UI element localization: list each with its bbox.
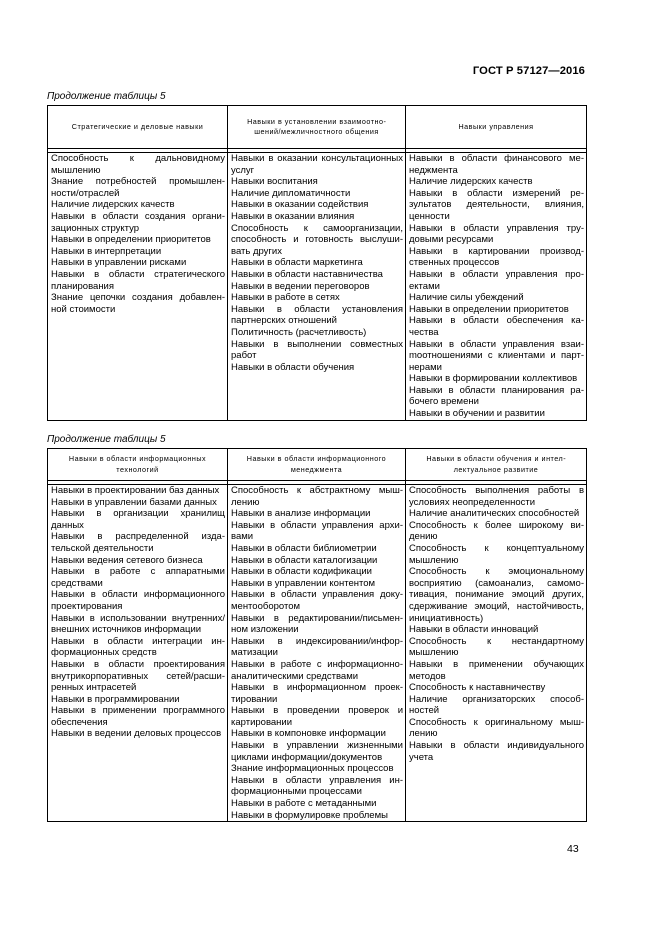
table-body-row xyxy=(48,485,587,822)
skill-item: Навыки в области интеграции информационных средств xyxy=(51,635,225,659)
skill-item: Навыки в области кодификации xyxy=(231,566,372,578)
skill-item: Навыки в интерпретации xyxy=(51,245,162,257)
skill-item: Навыки в формировании коллективов xyxy=(409,373,578,385)
skill-item: Навыки в ведении переговоров xyxy=(231,280,370,292)
skill-item: Навыки в области установления партнерских отношений xyxy=(231,303,403,327)
table-header-row xyxy=(48,106,587,149)
skill-item: Наличие организаторских способностей xyxy=(409,693,584,717)
skill-item: Наличие лидерских качеств xyxy=(51,199,175,211)
skill-item: Навыки в работе с информационно-аналитическими средствами xyxy=(231,658,403,682)
skill-item: Навыки в области создания организационных структур xyxy=(51,210,225,234)
skill-item: Навыки в управлении рисками xyxy=(51,257,187,269)
column-header: Навыки в области обучения и интеллектуальное развитие xyxy=(406,449,587,481)
skill-item: Навыки в работе в сетях xyxy=(231,292,340,304)
skill-item: Способность к наставничеству xyxy=(409,682,546,694)
skill-item: Навыки в области планирования рабочего времени xyxy=(409,384,584,408)
skill-item: Навыки в картировании производственных процессов xyxy=(409,245,584,269)
skill-item: Навыки в определении приоритетов xyxy=(409,303,569,315)
skill-item: Навыки воспитания xyxy=(231,176,318,188)
skill-item: Способность к эмоциональному восприятию (самоанализ, самомотивация, понимание эмоций других, сдерживание эмоций, настойчивость, инициативность) xyxy=(409,566,584,624)
skills-column xyxy=(48,485,228,822)
page-number: 43 xyxy=(567,843,579,855)
skill-item: Навыки в работе с аппаратными средствами xyxy=(51,566,225,589)
skill-item: Навыки в индексировании/информатизации xyxy=(231,635,403,659)
skill-item: Наличие силы убеждений xyxy=(409,292,524,304)
skill-item: Наличие лидерских качеств xyxy=(409,176,533,188)
skill-item: Навыки в анализе информации xyxy=(231,508,371,520)
skill-item: Навыки в проектировании баз данных xyxy=(51,485,220,496)
skill-item: Навыки в области библиометрии xyxy=(231,542,377,554)
table-continuation-label: Продолжение таблицы 5 xyxy=(47,434,166,445)
skill-item: Наличие дипломатичности xyxy=(231,187,351,199)
skill-item: Навыки в распределенной издательской деятельности xyxy=(51,531,225,554)
skill-item: Знание цепочки создания добавленной стоимости xyxy=(51,292,225,315)
skill-item: Навыки в использовании внутренних/внешних источников информации xyxy=(51,612,225,636)
skill-item: Способность к самоорганизации, способность и готовность выслушивать других xyxy=(231,222,403,257)
skill-item: Способность к оригинальному мышлению xyxy=(409,716,584,740)
skill-item: Навыки в применении программного обеспечения xyxy=(51,705,225,728)
skill-item: Навыки в управлении контентом xyxy=(231,577,376,589)
skill-item: Навыки в области управления информационными процессами xyxy=(231,774,403,798)
column-header: Навыки управления xyxy=(406,106,587,149)
skill-item: Навыки в программировании xyxy=(51,693,180,705)
skills-table-part-2 xyxy=(47,448,587,822)
skill-item: Способность к абстрактному мышлению xyxy=(231,485,403,508)
skill-item: Навыки в области управления документооборотом xyxy=(231,589,403,612)
skill-item: Знание информационных процессов xyxy=(231,763,394,775)
skill-item: Навыки в обучении и развитии xyxy=(409,408,545,420)
skills-column xyxy=(48,153,228,421)
skill-item: Навыки в области проектирования внутрикорпоративных сетей/расширенных интрасетей xyxy=(51,658,225,694)
skill-item: Навыки ведения сетевого бизнеса xyxy=(51,554,203,566)
skill-item: Навыки в оказании консультационных услуг xyxy=(231,153,403,176)
skill-item: Навыки в ведении деловых процессов xyxy=(51,728,222,740)
skill-item: Навыки в компоновке информации xyxy=(231,728,386,740)
table-continuation-label: Продолжение таблицы 5 xyxy=(47,91,166,102)
skill-item: Навыки в области управления архивами xyxy=(231,519,403,543)
skill-item: Способность к дальновидному мышлению xyxy=(51,153,225,176)
column-header: Навыки в установлении взаимоотношений/межличностного общения xyxy=(228,106,406,149)
column-header: Навыки в области информационного менеджмента xyxy=(228,449,406,481)
table-body-row xyxy=(48,153,587,421)
skill-item: Навыки в оказании содействия xyxy=(231,199,369,211)
skill-item: Навыки в информационном проектировании xyxy=(231,682,403,705)
skill-item: Навыки в области маркетинга xyxy=(231,257,363,269)
skill-item: Навыки в организации хранилищ данных xyxy=(51,508,225,531)
skill-item: Навыки в управлении базами данных xyxy=(51,496,217,508)
skill-item: Навыки в области обучения xyxy=(231,361,355,373)
skill-item: Навыки в управлении жизненными циклами информации/документов xyxy=(231,740,403,763)
skill-item: Навыки в определении приоритетов xyxy=(51,234,211,246)
skills-column xyxy=(406,485,587,822)
column-header: Стратегические и деловые навыки xyxy=(48,106,228,149)
skill-item: Способность к нестандартному мышлению xyxy=(409,635,584,659)
skill-item: Навыки в области наставничества xyxy=(231,268,383,280)
skill-item: Навыки в оказании влияния xyxy=(231,210,355,222)
table-header-row xyxy=(48,449,587,481)
skill-item: Навыки в области каталогизации xyxy=(231,554,378,566)
standard-number: ГОСТ Р 57127—2016 xyxy=(472,65,585,77)
skill-item: Навыки в области индивидуального учета xyxy=(409,740,584,763)
skill-item: Наличие аналитических способностей xyxy=(409,508,580,520)
skill-item: Навыки в выполнении совместных работ xyxy=(231,338,403,362)
skills-column xyxy=(228,485,406,822)
skills-table-part-1 xyxy=(47,105,587,421)
skill-item: Способность к более широкому видению xyxy=(409,519,584,543)
skill-item: Навыки в формулировке проблемы xyxy=(231,809,388,821)
skill-item: Навыки в проведении проверок и картировании xyxy=(231,705,403,728)
skill-item: Способность выполнения работы в условиях неопределенности xyxy=(409,485,584,508)
skill-item: Навыки в области финансового менеджмента xyxy=(409,153,584,176)
skill-item: Навыки в области стратегического планирования xyxy=(51,268,225,292)
skills-column xyxy=(228,153,406,421)
skill-item: Навыки в области измерений результатов деятельности, влияния, ценности xyxy=(409,187,584,222)
skill-item: Способность к концептуальному мышлению xyxy=(409,542,584,566)
skill-item: Навыки в редактировании/письменном изложении xyxy=(231,612,403,636)
skill-item: Знание потребностей промышленности/отраслей xyxy=(51,176,225,199)
skill-item: Навыки в применении обучающих методов xyxy=(409,658,584,682)
skill-item: Навыки в области управления взаиmоотношениями с клиентами и партнерами xyxy=(409,338,584,373)
skill-item: Навыки в области инноваций xyxy=(409,624,539,636)
skill-item: Навыки в области управления трудовыми ресурсами xyxy=(409,222,584,246)
column-header: Навыки в области информационных технологий xyxy=(48,449,228,481)
skill-item: Политичность (расчетливость) xyxy=(231,326,367,338)
skill-item: Навыки в области управления проектами xyxy=(409,268,584,292)
skills-column xyxy=(406,153,587,421)
skill-item: Навыки в области обеспечения качества xyxy=(409,315,584,338)
skill-item: Навыки в работе с метаданными xyxy=(231,798,377,810)
skill-item: Навыки в области информационного проектирования xyxy=(51,589,225,612)
